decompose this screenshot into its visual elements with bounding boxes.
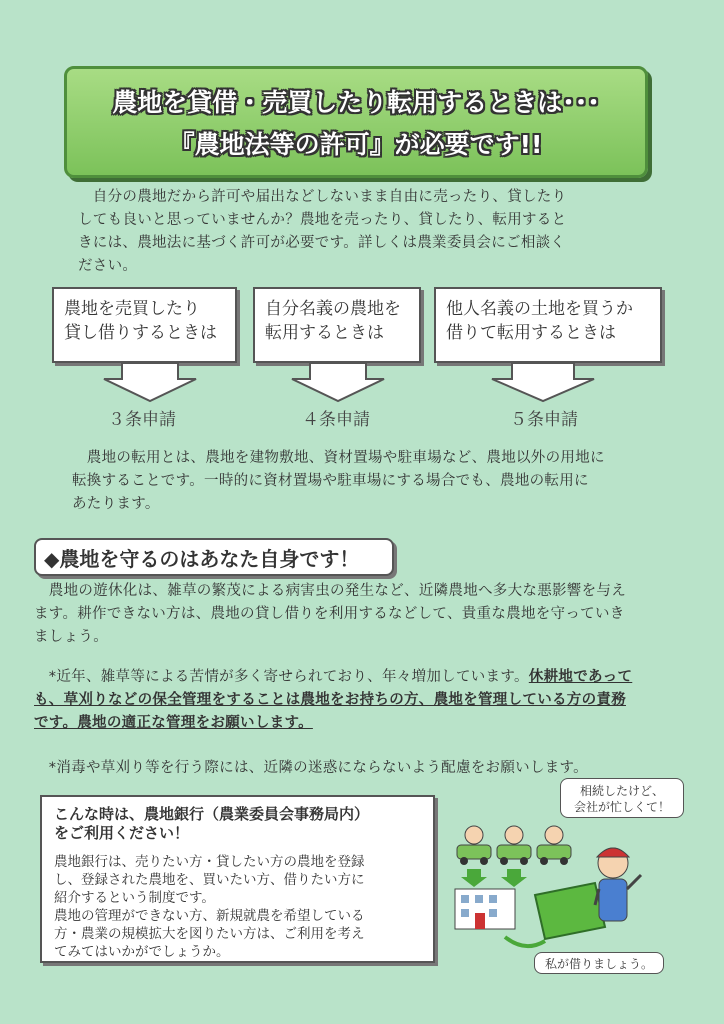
note-emphasis: です。農地の適正な管理をお願いします。 (34, 715, 313, 731)
note-line (34, 666, 632, 689)
car-icon (537, 826, 571, 865)
bank-title: をご利用ください！ (54, 824, 190, 842)
banner-line1: 農地を貸借・売買したり転用するときは･･･ (112, 88, 600, 117)
bank-line: 農地銀行は、売りたい方・貸したい方の農地を登録 (54, 854, 365, 870)
title-banner (64, 66, 648, 178)
bank-line: 方・農業の規模拡大を図りたい方は、ご利用を考え (54, 926, 365, 942)
note-text: *近年、雑草等による苦情が多く寄せられており、年々増加しています。 (34, 669, 529, 685)
banner-line2: 『農地法等の許可』が必要です!! (169, 130, 543, 159)
protect-paragraph (34, 580, 626, 649)
intro-line: しても良いと思っていませんか？農地を売ったり、貸したり、転用すると (78, 212, 567, 228)
intro-paragraph (78, 186, 566, 278)
conversion-line: 農地の転用とは、農地を建物敷地、資材置場や駐車場など、農地以外の用地に (72, 450, 605, 466)
case-line: 貸し借りするときは (64, 323, 217, 343)
case-box-other-conversion (434, 287, 662, 363)
apply-label: ３条申請 (108, 410, 176, 430)
conversion-line: 転換することです。一時的に資材置場や駐車場にする場合でも、農地の転用に (72, 473, 589, 489)
arrow-down-icon (100, 363, 200, 403)
arrow-down-icon (288, 363, 388, 403)
intro-line: 自分の農地だから許可や届出などしないまま自由に売ったり、貸したり (78, 189, 567, 205)
intro-line: ださい。 (78, 258, 138, 274)
case-line: 農地を売買したり (64, 299, 200, 319)
bubble-text: 会社が忙しくて！ (573, 800, 670, 814)
case-line: 転用するときは (265, 323, 384, 343)
bank-title: こんな時は、農地銀行（農業委員会事務局内） (54, 805, 370, 823)
protect-line: ましょう。 (34, 629, 108, 645)
bank-body (54, 853, 421, 961)
note-emphasis: も、草刈りなどの保全管理をすることは農地をお持ちの方、農地を管理している方の責務 (34, 692, 626, 708)
arrow-down-icon (488, 363, 598, 403)
apply-label: ５条申請 (510, 410, 578, 430)
building-icon (455, 889, 515, 929)
farmland-bank-box (40, 795, 435, 963)
car-icon (457, 826, 491, 865)
case-box-sale (52, 287, 237, 363)
protect-line: ます。耕作できない方は、農地の貸し借りを利用するなどして、貴重な農地を守っていき (34, 606, 625, 622)
case-line: 他人名義の土地を買うか (446, 299, 633, 319)
case-line: 自分名義の農地を (265, 299, 401, 319)
apply-label: ４条申請 (302, 410, 370, 430)
car-icon (497, 826, 531, 865)
conversion-line: あたります。 (72, 496, 160, 512)
note-spraying: *消毒や草刈り等を行う際には、近隣の迷惑にならないよう配慮をお願いします。 (34, 760, 588, 776)
case-box-own-conversion (253, 287, 421, 363)
bubble-text: 相続したけど、 (579, 784, 664, 798)
bank-line: し、登録された農地を、買いたい方、借りたい方に (54, 872, 365, 888)
speech-bubble-farmer: 私が借りましょう。 (534, 952, 664, 974)
protect-heading: ◆農地を守るのはあなた自身です！ (34, 538, 394, 576)
farmer-icon (595, 848, 641, 921)
farmland-bank-illustration (445, 815, 655, 965)
bank-line: 紹介するという制度です。 (54, 890, 215, 906)
conversion-paragraph (72, 447, 605, 516)
bank-line: 農地の管理ができない方、新規就農を希望している (54, 908, 365, 924)
note-emphasis: 休耕地であって (528, 669, 633, 685)
bank-line: てみてはいかがでしょうか。 (54, 944, 230, 960)
note-weeds (34, 666, 632, 735)
case-line: 借りて転用するときは (446, 323, 616, 343)
protect-line: 農地の遊休化は、雑草の繁茂による病害虫の発生など、近隣農地へ多大な悪影響を与え (34, 583, 626, 599)
field-icon (535, 883, 605, 939)
speech-bubble-owner (560, 778, 684, 818)
intro-line: きには、農地法に基づく許可が必要です。詳しくは農業委員会にご相談く (78, 235, 566, 251)
